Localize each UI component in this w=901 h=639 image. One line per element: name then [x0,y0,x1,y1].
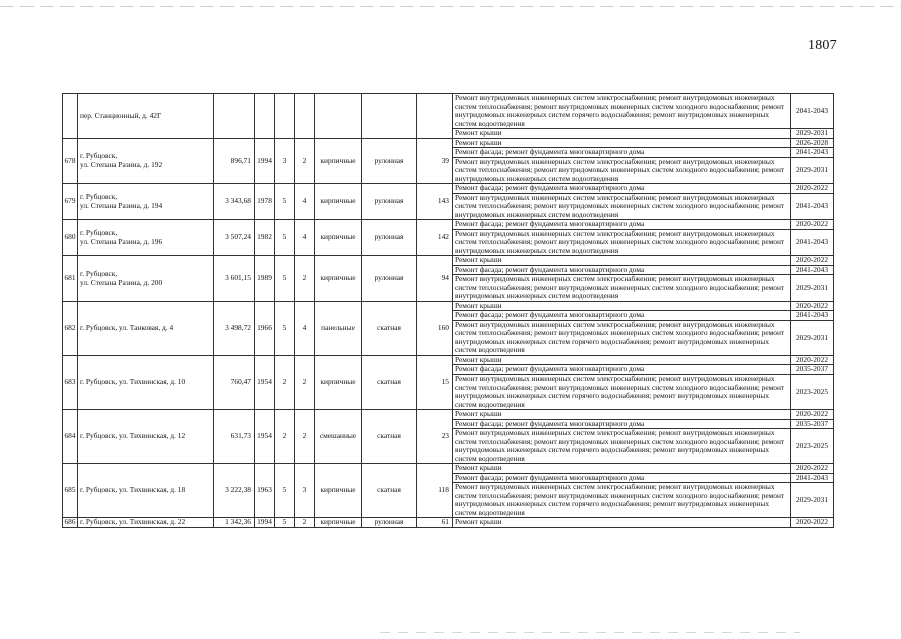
wall-material-cell: кирпичные [315,220,362,256]
house-area-cell: 3 222,38 [214,464,255,518]
address-line: г. Рубцовск, ул. Тихвинская, д. 22 [80,517,186,527]
wall-material-cell: кирпичные [315,184,362,220]
repair-period-cell: 2029-2031 [791,483,834,518]
roof-type-cell: рулонная [362,184,417,220]
repair-period-cell: 2026-2028 [791,138,834,148]
entrances-cell: 2 [295,355,315,409]
repair-period-cell: 2020-2022 [791,410,834,420]
house-area-cell: 3 601,15 [214,256,255,302]
repair-period-cell: 2020-2022 [791,355,834,365]
repair-period-cell: 2035-2037 [791,365,834,375]
repair-work-cell: Ремонт внутридомовых инженерных систем электроснабжения; ремонт внутридомовых инженерных систем теплоснабжения; ремонт внутридомовых инженерных систем холодного водоснабжения; ремонт внутридомовых инженерных систем водоотведения [453,275,791,302]
house-number-cell: 678 [63,138,78,184]
build-year-cell: 1954 [255,355,275,409]
house-number-cell: 684 [63,410,78,464]
floors-cell: 5 [275,518,295,528]
scan-bottom-edge [380,632,800,633]
roof-type-cell [362,94,417,139]
repair-period-cell: 2041-2043 [791,265,834,275]
repair-period-cell: 2020-2022 [791,301,834,311]
repair-period-cell: 2023-2025 [791,374,834,409]
repair-period-cell: 2041-2043 [791,94,834,129]
address-line: г. Рубцовск, ул. Тихвинская, д. 10 [80,377,186,387]
repair-work-cell: Ремонт фасада; ремонт фундамента многоквартирного дома [453,311,791,321]
build-year-cell: 1966 [255,301,275,355]
wall-material-cell: панельные [315,301,362,355]
table-row [63,94,834,129]
flats-count-cell: 23 [417,410,453,464]
address-line: ул. Степана Разина, д. 196 [80,236,163,246]
address-line: ул. Степана Разина, д. 194 [80,200,163,210]
table-row [63,220,834,230]
wall-material-cell: смешанные [315,410,362,464]
repair-work-cell: Ремонт крыши [453,410,791,420]
repair-work-cell: Ремонт крыши [453,301,791,311]
repair-work-cell: Ремонт внутридомовых инженерных систем электроснабжения; ремонт внутридомовых инженерных систем теплоснабжения; ремонт внутридомовых инженерных систем холодного водоснабжения; ремонт внутридомовых инженерных систем водоотведения [453,157,791,184]
address-line: г. Рубцовск, ул. Тихвинская, д. 12 [80,431,186,441]
repair-period-cell: 2020-2022 [791,220,834,230]
house-address-cell [78,256,214,302]
repair-work-cell: Ремонт внутридомовых инженерных систем электроснабжения; ремонт внутридомовых инженерных систем теплоснабжения; ремонт внутридомовых инженерных систем холодного водоснабжения; ремонт внутридомовых инженерных систем водоотведения [453,193,791,220]
floors-cell: 5 [275,464,295,518]
roof-type-cell: скатная [362,410,417,464]
table-row [63,355,834,365]
wall-material-cell [315,94,362,139]
flats-count-cell: 39 [417,138,453,184]
roof-type-cell: рулонная [362,220,417,256]
flats-count-cell: 94 [417,256,453,302]
housing-repair-table [62,93,834,528]
floors-cell: 5 [275,301,295,355]
house-area-cell: 3 507,24 [214,220,255,256]
entrances-cell: 2 [295,518,315,528]
address-line: г. Рубцовск, [80,269,118,279]
repair-period-cell: 2020-2022 [791,518,834,528]
table-body [63,94,834,528]
repair-period-cell: 2029-2031 [791,129,834,139]
flats-count-cell: 142 [417,220,453,256]
roof-type-cell: скатная [362,464,417,518]
house-number-cell: 681 [63,256,78,302]
flats-count-cell [417,94,453,139]
build-year-cell [255,94,275,139]
address-line: г. Рубцовск, [80,228,118,238]
repair-period-cell: 2020-2022 [791,464,834,474]
house-area-cell: 3 498,72 [214,301,255,355]
repair-work-cell: Ремонт внутридомовых инженерных систем электроснабжения; ремонт внутридомовых инженерных систем теплоснабжения; ремонт внутридомовых инженерных систем холодного водоснабжения; ремонт внутридомовых инженерных систем горячего водоснабжения; ремонт внутридомовых инженерных систем водоотведения [453,429,791,464]
repair-work-cell: Ремонт внутридомовых инженерных систем электроснабжения; ремонт внутридомовых инженерных систем теплоснабжения; ремонт внутридомовых инженерных систем холодного водоснабжения; ремонт внутридомовых инженерных систем горячего водоснабжения; ремонт внутридомовых инженерных систем водоотведения [453,374,791,409]
floors-cell: 3 [275,138,295,184]
house-area-cell: 631,73 [214,410,255,464]
repair-work-cell: Ремонт фасада; ремонт фундамента многоквартирного дома [453,184,791,194]
build-year-cell: 1994 [255,138,275,184]
house-address-cell [78,94,214,139]
table-row [63,410,834,420]
flats-count-cell: 160 [417,301,453,355]
repair-period-cell: 2023-2025 [791,429,834,464]
address-line: ул. Степана Разина, д. 192 [80,159,163,169]
build-year-cell: 1989 [255,256,275,302]
address-line: г. Рубцовск, [80,151,118,161]
wall-material-cell: кирпичные [315,256,362,302]
flats-count-cell: 143 [417,184,453,220]
floors-cell: 5 [275,220,295,256]
repair-work-cell: Ремонт внутридомовых инженерных систем электроснабжения; ремонт внутридомовых инженерных систем теплоснабжения; ремонт внутридомовых инженерных систем холодного водоснабжения; ремонт внутридомовых инженерных систем горячего водоснабжения; ремонт внутридомовых инженерных систем водоотведения [453,483,791,518]
house-number-cell: 686 [64,517,76,527]
build-year-cell: 1994 [255,518,275,528]
wall-material-cell: кирпичные [315,138,362,184]
address-line: г. Рубцовск, ул. Тихвинская, д. 18 [80,485,186,495]
house-number-cell: 685 [63,464,78,518]
roof-type-cell: рулонная [362,138,417,184]
entrances-cell: 2 [295,410,315,464]
flats-count-cell: 61 [417,518,453,528]
table-row [63,184,834,194]
roof-type-cell: скатная [362,355,417,409]
table-row [63,518,834,528]
entrances-cell: 2 [295,138,315,184]
repair-work-cell: Ремонт крыши [453,464,791,474]
repair-work-cell: Ремонт внутридомовых инженерных систем электроснабжения; ремонт внутридомовых инженерных систем теплоснабжения; ремонт внутридомовых инженерных систем холодного водоснабжения; ремонт внутридомовых инженерных систем горячего водоснабжения; ремонт внутридомовых инженерных систем водоотведения [453,320,791,355]
repair-work-cell: Ремонт внутридомовых инженерных систем электроснабжения; ремонт внутридомовых инженерных систем теплоснабжения; ремонт внутридомовых инженерных систем холодного водоснабжения; ремонт внутридомовых инженерных систем водоотведения [453,229,791,256]
floors-cell: 5 [275,256,295,302]
repair-period-cell: 2029-2031 [791,275,834,302]
entrances-cell: 4 [295,220,315,256]
repair-work-cell: Ремонт фасада; ремонт фундамента многоквартирного дома [453,220,791,230]
repair-work-cell: Ремонт фасада; ремонт фундамента многоквартирного дома [453,419,791,429]
repair-period-cell: 2029-2031 [791,157,834,184]
entrances-cell: 4 [295,184,315,220]
repair-period-cell: 2029-2031 [791,320,834,355]
house-number-cell [63,94,78,139]
repair-period-cell: 2020-2022 [791,184,834,194]
repair-period-cell: 2041-2043 [791,193,834,220]
repair-work-cell: Ремонт фасада; ремонт фундамента многоквартирного дома [453,473,791,483]
house-area-cell: 1 342,36 [214,518,255,528]
entrances-cell [295,94,315,139]
floors-cell: 2 [275,410,295,464]
house-area-cell: 3 343,68 [214,184,255,220]
house-address-cell [78,138,214,184]
floors-cell [275,94,295,139]
table-row [63,138,834,148]
roof-type-cell: скатная [362,301,417,355]
flats-count-cell: 118 [417,464,453,518]
build-year-cell: 1978 [255,184,275,220]
address-line: пер. Станционный, д. 42Г [80,110,162,120]
repair-work-cell: Ремонт фасада; ремонт фундамента многоквартирного дома [453,365,791,375]
house-address-cell [78,464,214,518]
repair-period-cell: 2041-2043 [791,229,834,256]
wall-material-cell: кирпичные [315,464,362,518]
build-year-cell: 1963 [255,464,275,518]
repair-period-cell: 2041-2043 [791,473,834,483]
repair-work-cell: Ремонт фасада; ремонт фундамента многоквартирного дома [453,148,791,158]
roof-type-cell: рулонная [362,256,417,302]
floors-cell: 5 [275,184,295,220]
table-row [63,464,834,474]
build-year-cell: 1982 [255,220,275,256]
address-line: ул. Степана Разина, д. 200 [80,277,163,287]
table-row [63,256,834,266]
house-number-cell: 679 [63,184,78,220]
house-number-cell: 680 [63,220,78,256]
wall-material-cell: кирпичные [315,355,362,409]
house-number-cell: 682 [63,301,78,355]
floors-cell: 2 [275,355,295,409]
entrances-cell: 3 [295,464,315,518]
repair-period-cell: 2035-2037 [791,419,834,429]
house-area-cell: 760,47 [214,355,255,409]
table-row [63,301,834,311]
repair-period-cell: 2020-2022 [791,256,834,266]
house-address-cell [78,410,214,464]
scan-top-edge [0,6,901,7]
repair-work-cell: Ремонт крыши [453,355,791,365]
repair-work-cell: Ремонт крыши [453,129,791,139]
entrances-cell: 2 [295,256,315,302]
build-year-cell: 1954 [255,410,275,464]
repair-work-cell: Ремонт крыши [453,138,791,148]
entrances-cell: 4 [295,301,315,355]
flats-count-cell: 15 [417,355,453,409]
repair-period-cell: 2041-2043 [791,311,834,321]
repair-work-cell: Ремонт фасада; ремонт фундамента многоквартирного дома [453,265,791,275]
repair-work-cell: Ремонт крыши [453,256,791,266]
house-number-cell: 683 [63,355,78,409]
house-area-cell: 896,71 [214,138,255,184]
wall-material-cell: кирпичные [315,518,362,528]
roof-type-cell: рулонная [362,518,417,528]
house-address-cell [78,355,214,409]
house-address-cell [78,301,214,355]
repair-work-cell: Ремонт крыши [453,518,791,528]
repair-period-cell: 2041-2043 [791,148,834,158]
address-line: г. Рубцовск, ул. Танковая, д. 4 [80,323,174,333]
house-area-cell [214,94,255,139]
address-line: г. Рубцовск, [80,192,118,202]
house-address-cell [78,220,214,256]
house-address-cell [78,518,214,528]
page-number: 1807 [808,38,837,53]
repair-work-cell: Ремонт внутридомовых инженерных систем электроснабжения; ремонт внутридомовых инженерных систем теплоснабжения; ремонт внутридомовых инженерных систем холодного водоснабжения; ремонт внутридомовых инженерных систем горячего водоснабжения; ремонт внутридомовых инженерных систем водоотведения [453,94,791,129]
house-address-cell [78,184,214,220]
